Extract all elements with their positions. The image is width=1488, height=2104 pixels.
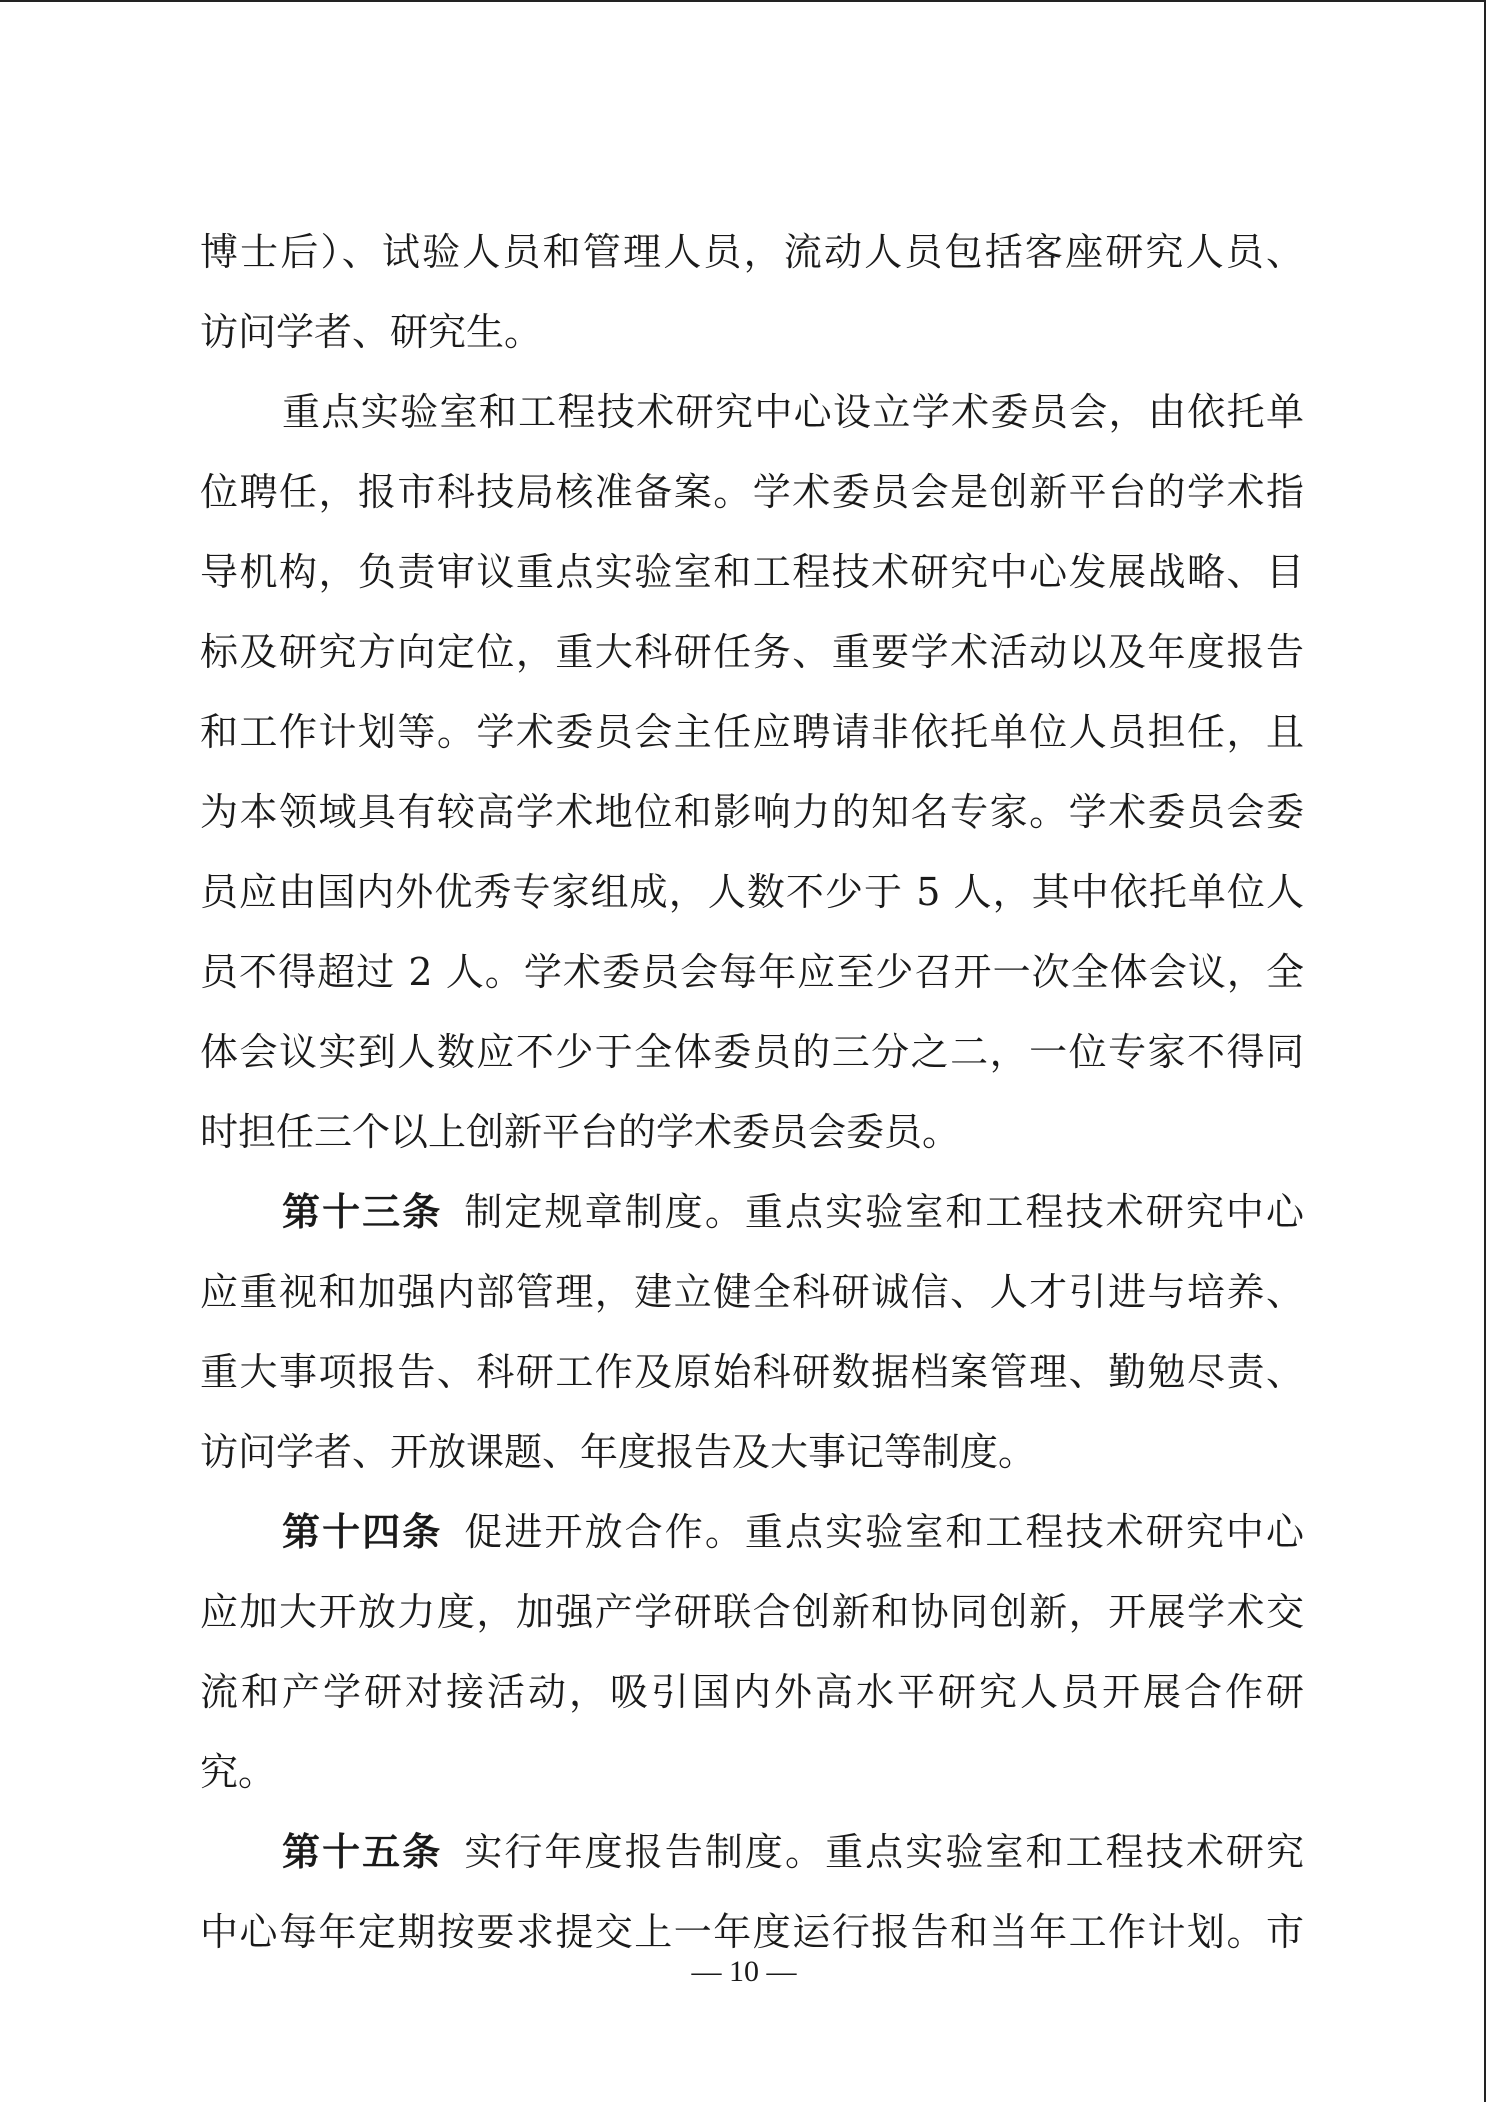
paragraph-start-line: 重点实验室和工程技术研究中心设立学术委员会，由依托单 bbox=[282, 390, 1304, 434]
text-line: 时担任三个以上创新平台的学术委员会委员。 bbox=[200, 1110, 961, 1154]
article-14-label: 第十四条 bbox=[282, 1509, 443, 1554]
text-line: 导机构，负责审议重点实验室和工程技术研究中心发展战略、目 bbox=[200, 550, 1304, 594]
text-line: 标及研究方向定位，重大科研任务、重要学术活动以及年度报告 bbox=[200, 630, 1304, 674]
text-line: 应重视和加强内部管理，建立健全科研诚信、人才引进与培养、 bbox=[200, 1270, 1304, 1314]
article-14-line: 第十四条 促进开放合作。重点实验室和工程技术研究中心 bbox=[282, 1509, 1304, 1554]
text-line: 访问学者、开放课题、年度报告及大事记等制度。 bbox=[200, 1430, 1037, 1474]
text-line: 究。 bbox=[200, 1750, 277, 1794]
article-15-label: 第十五条 bbox=[282, 1829, 443, 1874]
article-15-line: 第十五条 实行年度报告制度。重点实验室和工程技术研究 bbox=[282, 1829, 1304, 1874]
text-line: 位聘任，报市科技局核准备案。学术委员会是创新平台的学术指 bbox=[200, 470, 1304, 514]
article-13-label: 第十三条 bbox=[282, 1189, 443, 1234]
text-line: 应加大开放力度，加强产学研联合创新和协同创新，开展学术交 bbox=[200, 1590, 1304, 1634]
text-line: 员不得超过 2 人。学术委员会每年应至少召开一次全体会议，全 bbox=[200, 950, 1304, 994]
text-line: 中心每年定期按要求提交上一年度运行报告和当年工作计划。市 bbox=[200, 1910, 1304, 1954]
text-line: 体会议实到人数应不少于全体委员的三分之二，一位专家不得同 bbox=[200, 1030, 1304, 1074]
article-13-line: 第十三条 制定规章制度。重点实验室和工程技术研究中心 bbox=[282, 1189, 1304, 1234]
text-line: 流和产学研对接活动，吸引国内外高水平研究人员开展合作研 bbox=[200, 1670, 1304, 1714]
text-line: 博士后）、试验人员和管理人员，流动人员包括客座研究人员、 bbox=[200, 230, 1304, 274]
text-line: 和工作计划等。学术委员会主任应聘请非依托单位人员担任，且 bbox=[200, 710, 1304, 754]
text-line: 为本领域具有较高学术地位和影响力的知名专家。学术委员会委 bbox=[200, 790, 1304, 834]
text-line: 重大事项报告、科研工作及原始科研数据档案管理、勤勉尽责、 bbox=[200, 1350, 1304, 1394]
text-line: 员应由国内外优秀专家组成，人数不少于 5 人，其中依托单位人 bbox=[200, 870, 1304, 914]
page-number: — 10 — bbox=[691, 1955, 797, 1988]
text-line: 访问学者、研究生。 bbox=[200, 310, 543, 354]
